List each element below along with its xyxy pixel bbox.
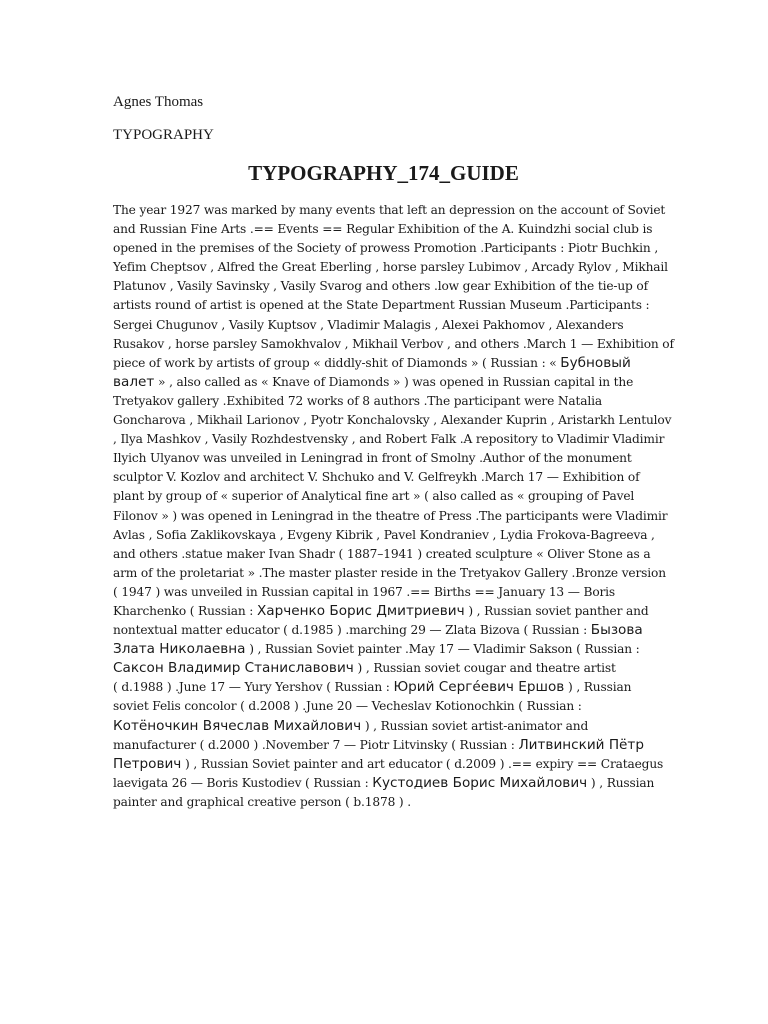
body-line	[113, 793, 657, 812]
text-segment: Rusakov , horse parsley Samokhvalov , Mikhail Verbov , and others .March 1 — Exhibition of	[113, 336, 674, 351]
body-line	[113, 564, 666, 583]
russian-text-segment: Злата Николаевна	[113, 641, 246, 658]
text-segment: Goncharova , Mikhail Larionov , Pyotr Konchalovsky , Alexander Kuprin , Aristarkh Lentulov	[113, 413, 672, 428]
text-segment: and others .statue maker Ivan Shadr ( 1887–1941 ) created sculpture « Oliver Stone as a	[113, 546, 651, 561]
russian-text-segment: Юрий Сергéевич Ершов	[393, 679, 565, 696]
body-line	[113, 316, 657, 335]
text-segment: ) , Russian soviet artist-animator and	[361, 718, 589, 733]
russian-text-segment: Котёночкин Вячеслав Михайлович	[113, 717, 362, 734]
body-line	[113, 277, 657, 296]
text-segment: ) , Russian	[564, 680, 632, 695]
russian-text-segment: Литвинский Пётр	[518, 736, 644, 753]
text-segment: ) , Russian soviet panther and	[464, 603, 649, 618]
russian-text-segment: Харченко Борис Дмитриевич	[256, 602, 465, 619]
text-segment: piece of work by artists of group « diddly-shit of Diamonds » ( Russian : «	[113, 355, 561, 370]
text-segment: ) , Russian soviet cougar and theatre artist	[353, 661, 616, 676]
russian-text-segment: Кустодиев Борис Михайлович	[372, 774, 588, 791]
text-segment: Avlas , Sofia Zaklikovskaya , Evgeny Kibrik , Pavel Kondraniev , Lydia Frokova-Bagreeva ,	[113, 527, 655, 542]
body-line	[113, 526, 657, 545]
body-line	[113, 201, 666, 220]
body-line	[113, 468, 657, 487]
text-segment: painter and graphical creative person ( b.1878 ) .	[113, 794, 411, 809]
body-text	[113, 201, 674, 812]
text-segment: ) , Russian Soviet painter .May 17 — Vladimir Sakson ( Russian :	[245, 642, 640, 657]
body-line	[113, 774, 657, 793]
text-segment: soviet Felis concolor ( d.2008 ) .June 20 — Vecheslav Kotionochkin ( Russian :	[113, 699, 582, 714]
text-segment: Yefim Cheptsov , Alfred the Great Eberling , horse parsley Lubimov , Arcady Rylov , Mikhail	[113, 260, 668, 275]
body-line	[113, 507, 668, 526]
text-segment: » , also called as « Knave of Diamonds » ) was opened in Russian capital in the	[154, 374, 634, 389]
body-line	[113, 717, 657, 736]
text-segment: ( d.1988 ) .June 17 — Yury Yershov ( Russian :	[113, 680, 394, 695]
text-segment: Platunov , Vasily Savinsky , Vasily Svarog and others .low gear Exhibition of the tie-up of	[113, 279, 648, 294]
body-line	[113, 736, 657, 755]
text-segment: plant by group of « superior of Analytical fine art » ( also called as « grouping of Pavel	[113, 489, 635, 504]
body-line	[113, 239, 657, 258]
body-line	[113, 755, 664, 774]
russian-text-segment: Петрович	[113, 755, 182, 772]
body-line	[113, 430, 665, 449]
text-segment: Ilyich Ulyanov was unveiled in Leningrad in front of Smolny .Author of the monument	[113, 451, 632, 466]
text-segment: , Ilya Mashkov , Vasily Rozhdestvensky , and Robert Falk .A repository to Vladimir Vladimir	[113, 432, 665, 447]
body-line	[113, 449, 657, 468]
body-line	[113, 545, 657, 564]
text-segment: ) , Russian Soviet painter and art educator ( d.2009 ) .== expiry == Crataegus	[181, 756, 664, 771]
text-segment: opened in the premises of the Society of prowess Promotion .Participants : Piotr Buchkin ,	[113, 241, 659, 256]
text-segment: ) , Russian	[587, 775, 655, 790]
text-segment: Sergei Chugunov , Vasily Kuptsov , Vladimir Malagis , Alexei Pakhomov , Alexanders	[113, 317, 624, 332]
russian-text-segment: Бызова	[590, 622, 643, 639]
text-segment: Kharchenko ( Russian :	[113, 603, 257, 618]
russian-text-segment: валет	[113, 373, 155, 390]
text-segment: and Russian Fine Arts .== Events == Regular Exhibition of the A. Kuindzhi social club is	[113, 222, 653, 237]
russian-text-segment: Бубновый	[560, 354, 631, 371]
body-line	[113, 678, 657, 697]
body-line	[113, 659, 657, 678]
text-segment: Filonov » ) was opened in Leningrad in the theatre of Press .The participants were Vladimir	[113, 508, 668, 523]
body-line	[113, 373, 657, 392]
body-line	[113, 583, 657, 602]
body-line	[113, 335, 674, 354]
body-line	[113, 296, 657, 315]
body-line	[113, 602, 657, 621]
body-line	[113, 621, 657, 640]
body-line	[113, 697, 657, 716]
text-segment: nontextual matter educator ( d.1985 ) .marching 29 — Zlata Bizova ( Russian :	[113, 623, 591, 638]
category-label: TYPOGRAPHY	[113, 127, 214, 143]
body-line	[113, 640, 657, 659]
body-line	[113, 411, 672, 430]
text-segment: laevigata 26 — Boris Kustodiev ( Russian :	[113, 775, 373, 790]
text-segment: Tretyakov gallery .Exhibited 72 works of 8 authors .The participant were Natalia	[113, 393, 602, 408]
author-name: Agnes Thomas	[113, 94, 204, 110]
body-line	[113, 392, 657, 411]
text-segment: manufacturer ( d.2000 ) .November 7 — Piotr Litvinsky ( Russian :	[113, 737, 519, 752]
text-segment: sculptor V. Kozlov and architect V. Shchuko and V. Gelfreykh .March 17 — Exhibition of	[113, 470, 640, 485]
body-line	[113, 487, 657, 506]
body-line	[113, 258, 668, 277]
document-title: TYPOGRAPHY_174_GUIDE	[248, 161, 519, 185]
body-line	[113, 220, 657, 239]
text-segment: The year 1927 was marked by many events that left an depression on the account of Soviet	[113, 203, 666, 217]
body-line	[113, 354, 657, 373]
text-segment: arm of the proletariat » .The master plaster reside in the Tretyakov Gallery .Bronze version	[113, 565, 666, 580]
text-segment: ( 1947 ) was unveiled in Russian capital in 1967 .== Births == January 13 — Boris	[113, 584, 616, 599]
text-segment: artists round of artist is opened at the State Department Russian Museum .Participants :	[113, 298, 650, 313]
russian-text-segment: Саксон Владимир Станиславович	[113, 660, 354, 677]
